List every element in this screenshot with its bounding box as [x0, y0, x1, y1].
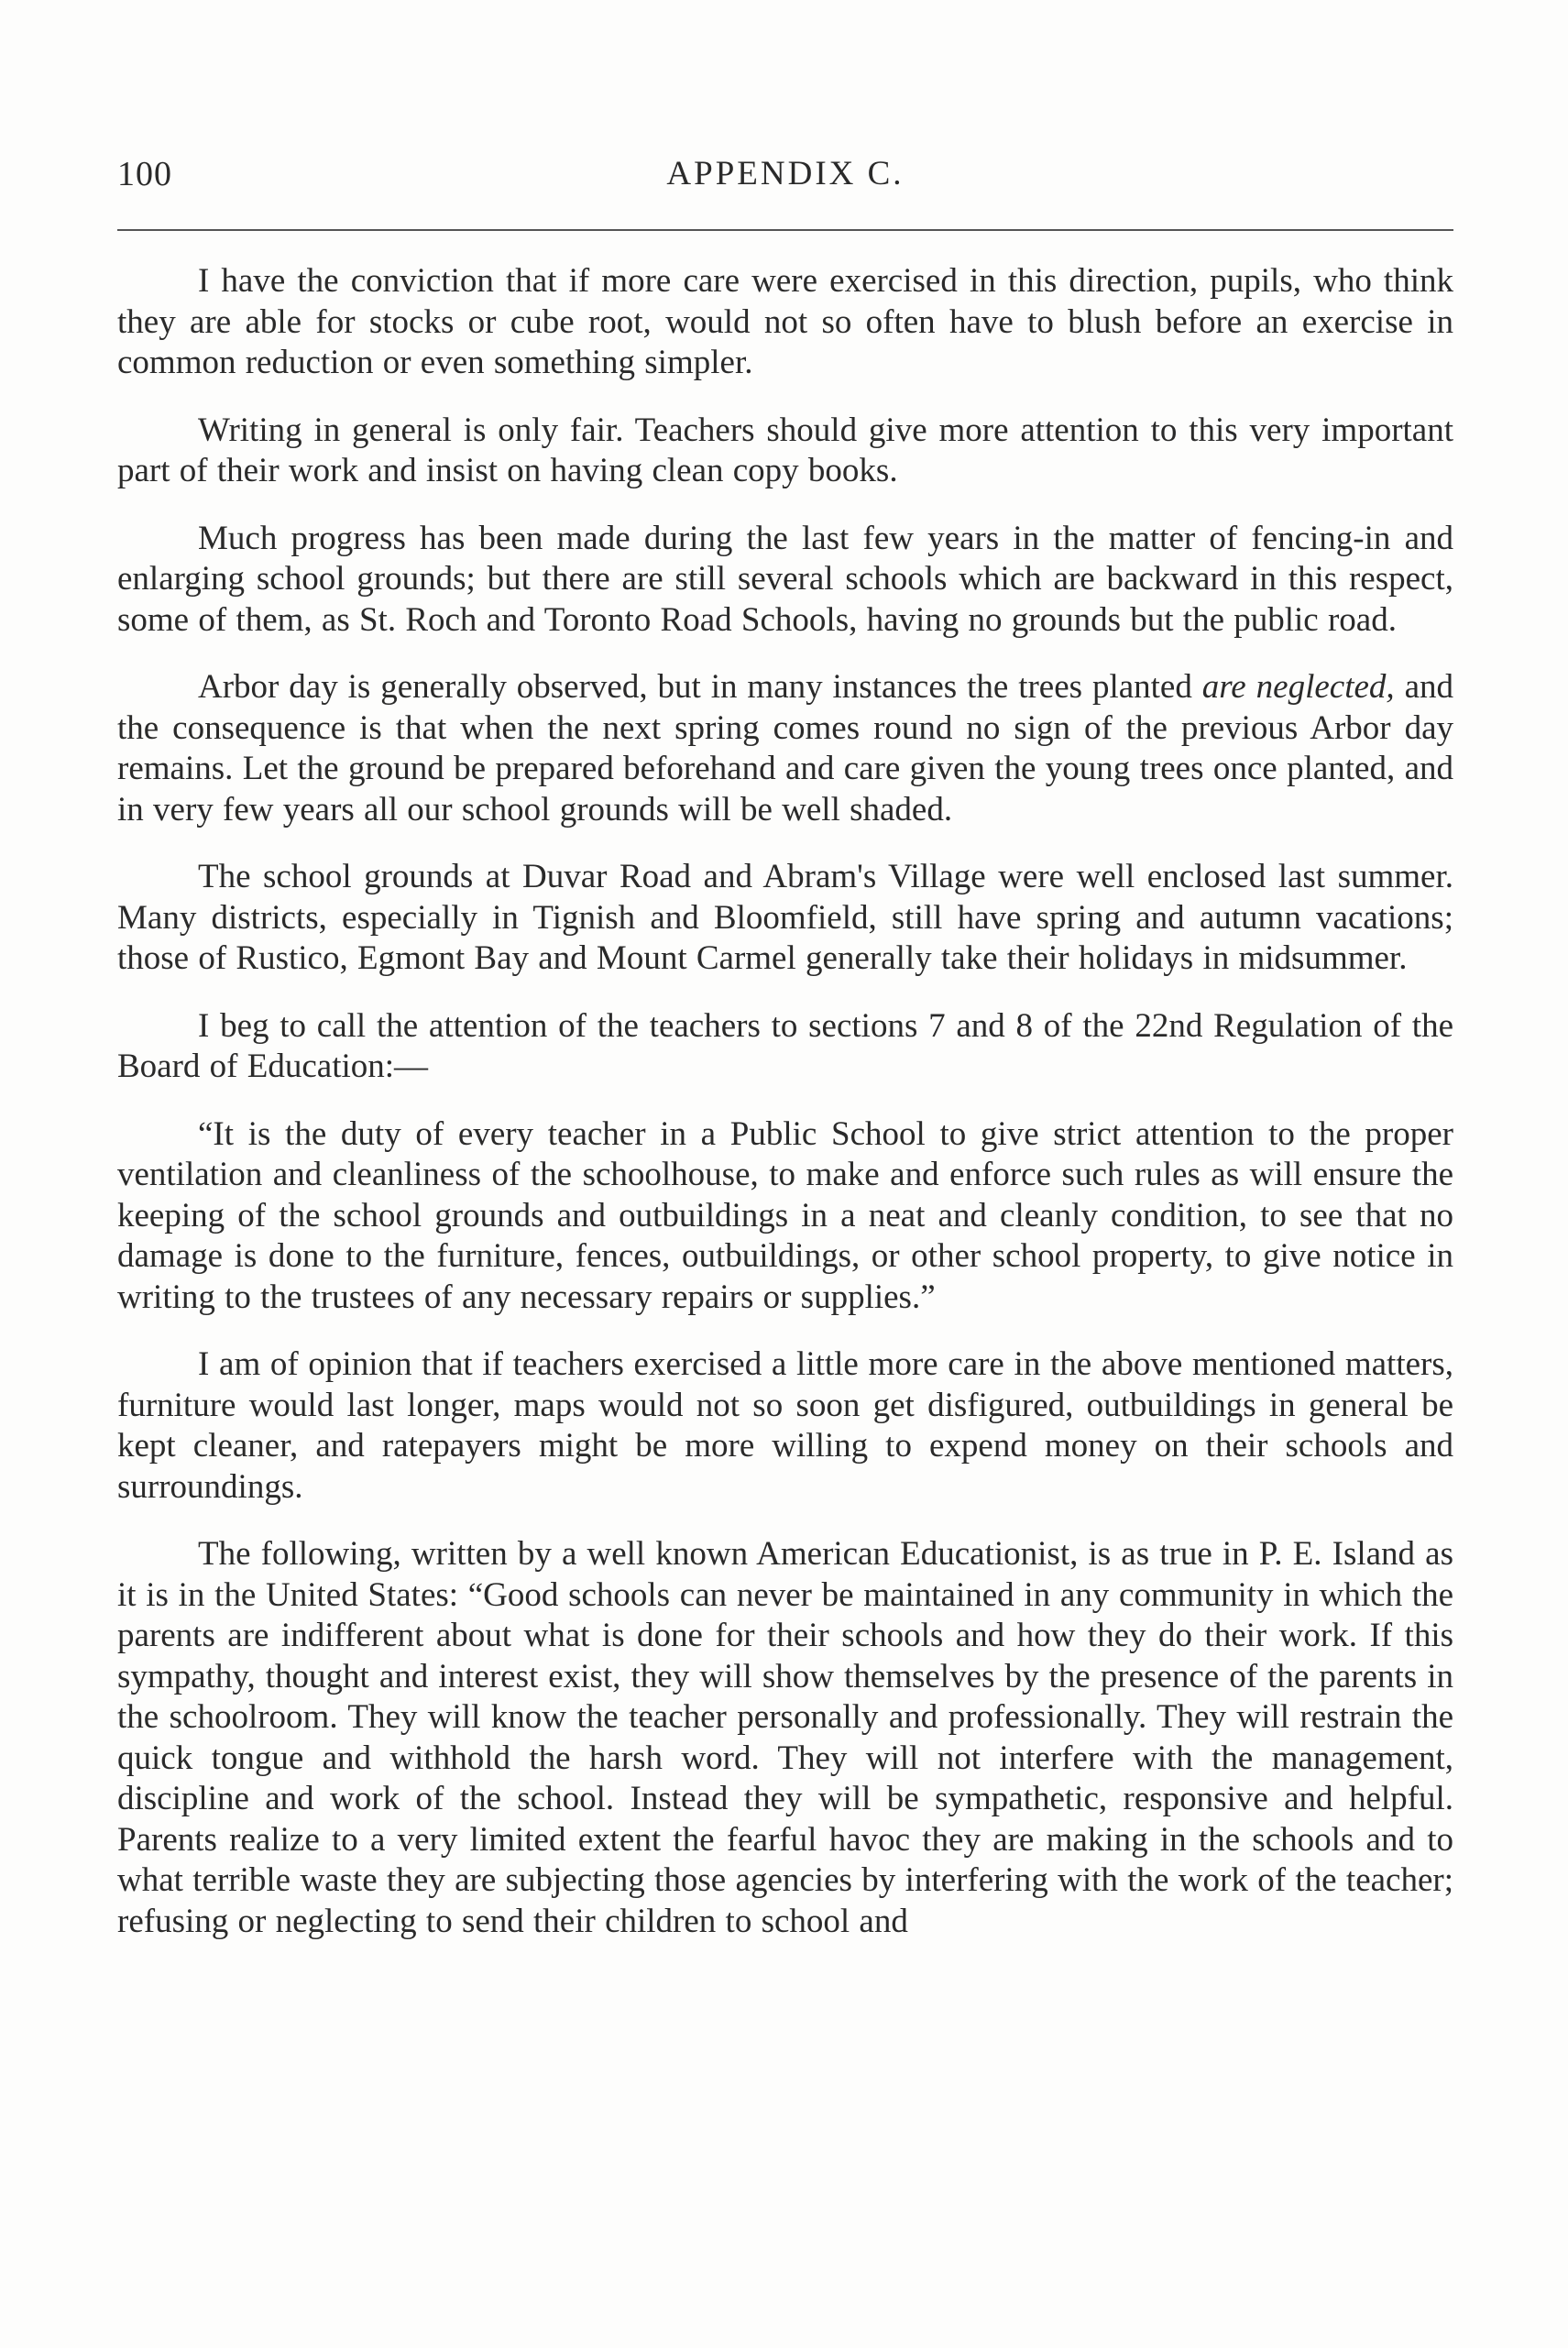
page-number: 100 [117, 155, 172, 193]
paragraph-writing: Writing in general is only fair. Teachers should give more attention to this very important part of their work and insist on having clean copy books. [117, 411, 1453, 489]
paragraph-american-educationist: The following, written by a well known American Educationist, is as true in P. E. Island as it is in the United States: “Good schools can never be maintained in any community in which the parents are indifferent about what is done for their schools and how they do their work. If this sympathy, thought and interest exist, they will show themselves by the presence of the parents in the schoolroom. They will know the teacher personally and professionally. They will restrain the quick tongue and withhold the harsh word. They will not interfere with the management, discipline and work of the school. Instead they will be sympathetic, responsive and helpful. Parents realize to a very limited extent the fearful havoc they are making in the schools and to what terrible waste they are subjecting those agencies by interfering with the work of the teacher; refusing or neglecting to send their children to school and [117, 1535, 1453, 1940]
paragraph-arithmetic: I have the conviction that if more care were exercised in this direction, pupils, who think they are able for stocks or cube root, would not so often have to blush before an exercise in common reduction or even something simpler. [117, 262, 1453, 381]
paragraph-regulation-quote: “It is the duty of every teacher in a Public School to give strict attention to the proper ventilation and cleanliness of the schoolhouse, to make and enforce such rules as will ensure the keeping of the school grounds and outbuildings in a neat and cleanly condition, to see that no damage is done to the furniture, fences, outbuildings, or other school property, to give notice in writing to the trustees of any necessary repairs or supplies.” [117, 1114, 1453, 1316]
paragraph-regulation-intro: I beg to call the attention of the teachers to sections 7 and 8 of the 22nd Regulation of the Board of Education:— [117, 1006, 1453, 1085]
paragraph-school-grounds: Much progress has been made during the last few years in the matter of fencing-in and enlarging school grounds; but there are still several schools which are backward in this respect, some of them, as St. Roch and Toronto Road Schools, having no grounds but the public road. [117, 519, 1453, 639]
arbor-day-text-before: Arbor day is generally observed, but in many instances the trees planted [198, 668, 1202, 706]
running-head: APPENDIX C. [666, 155, 905, 192]
paragraph-opinion: I am of opinion that if teachers exercised a little more care in the above mentioned matters, furniture would last longer, maps would not so soon get disfigured, outbuildings in general be kept cleaner, and ratepayers might be more willing to expend money on their schools and surroundings. [117, 1345, 1453, 1506]
paragraph-arbor-day [117, 667, 1453, 830]
header-rule [117, 229, 1453, 231]
page-header [117, 154, 1453, 200]
paragraph-enclosures-vacations: The school grounds at Duvar Road and Abram's Village were well enclosed last summer. Many districts, especially in Tignish and Bloomfield, still have spring and autumn vacations; those of Rustico, Egmont Bay and Mount Carmel generally take their holidays in midsummer. [117, 858, 1453, 977]
body-text [117, 261, 1453, 1942]
arbor-day-italic: are neglected, [1201, 668, 1395, 706]
arbor-day-text-after: and the consequence is that when the next spring comes round no sign of the previous Arbor day remains. Let the ground be prepared beforehand and care given the young trees once planted, and in very few years all our school grounds will be well shaded. [117, 668, 1453, 828]
